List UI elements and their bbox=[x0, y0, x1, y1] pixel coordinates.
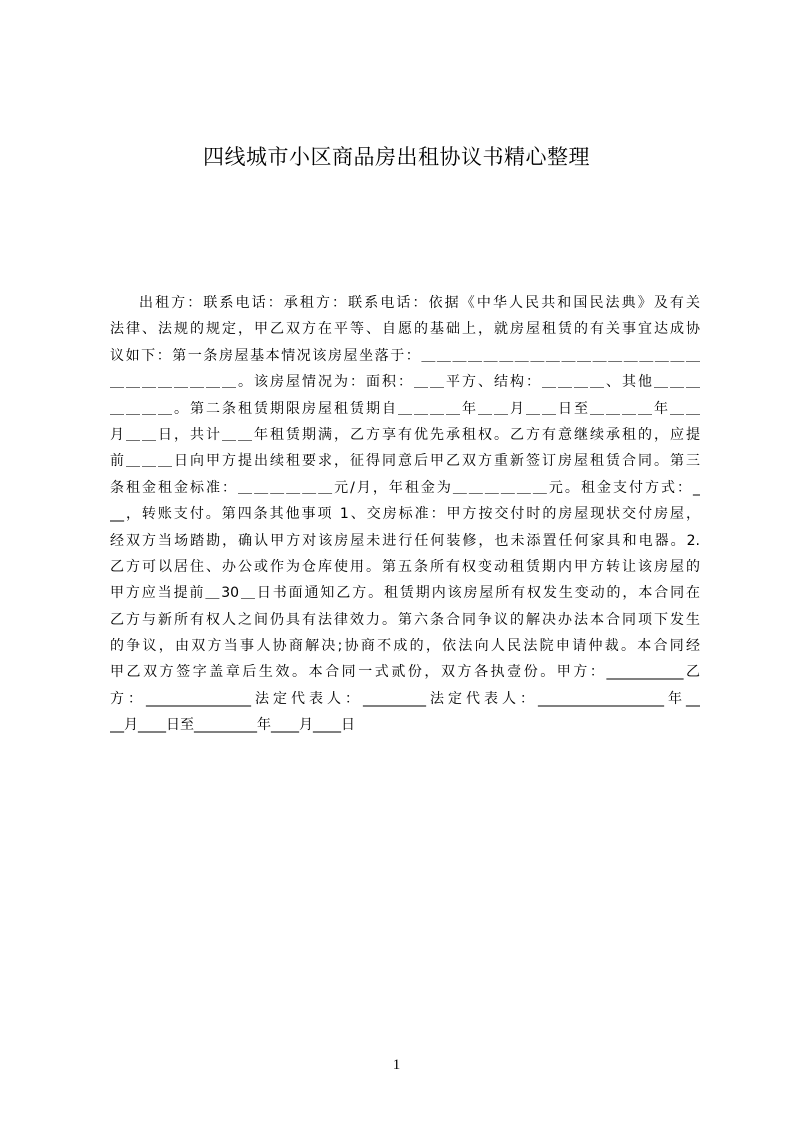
body-line: 的争议，由双方当事人协商解决;协商不成的，依法向人民法院申请仲裁。本合同经 bbox=[110, 638, 700, 655]
body-line: 甲方应当提前＿30＿日书面通知乙方。租赁期内该房屋所有权发生变动的，本合同在 bbox=[110, 585, 700, 602]
body-line: 甲乙双方签字盖章后生效。本合同一式贰份，双方各执壹份。甲方：___________乙 bbox=[110, 664, 700, 681]
body-line: 月＿＿日，共计＿＿年租赁期满，乙方享有优先承租权。乙方有意继续承租的，应提 bbox=[110, 426, 700, 443]
page-title: 四线城市小区商品房出租协议书精心整理 bbox=[203, 145, 590, 169]
body-line: 乙方与新所有权人之间仍具有法律效力。第六条合同争议的解决办法本合同项下发生 bbox=[110, 611, 700, 628]
body-line: __月____日至_________年____月____日 bbox=[110, 717, 355, 734]
body-line: 方：_______________法定代表人：_________法定代表人：__________________年__ bbox=[110, 690, 700, 707]
contract-body bbox=[110, 290, 700, 739]
body-line: 经双方当场踏勘，确认甲方对该房屋未进行任何装修，也未添置任何家具和电器。2. bbox=[110, 532, 700, 549]
body-line: 乙方可以居住、办公或作为仓库使用。第五条所有权变动租赁期内甲方转让该房屋的 bbox=[110, 558, 700, 575]
body-line: __，转账支付。第四条其他事项 1、交房标准：甲方按交付时的房屋现状交付房屋， bbox=[110, 506, 700, 523]
body-line: ＿＿＿＿。第二条租赁期限房屋租赁期自＿＿＿＿年＿＿月＿＿日至＿＿＿＿年＿＿ bbox=[110, 400, 700, 417]
body-line: 法律、法规的规定，甲乙双方在平等、自愿的基础上，就房屋租赁的有关事宜达成协 bbox=[110, 321, 700, 338]
body-line: ＿＿＿＿＿＿＿＿。该房屋情况为：面积：＿＿平方、结构：＿＿＿＿、其他＿＿＿ bbox=[110, 374, 700, 391]
page-number: 1 bbox=[392, 1057, 401, 1073]
body-line: 前＿＿＿日向甲方提出续租要求，征得同意后甲乙双方重新签订房屋租赁合同。第三 bbox=[110, 453, 700, 470]
body-line: 条租金租金标准：＿＿＿＿＿＿元/月，年租金为＿＿＿＿＿＿元。租金支付方式：_ bbox=[110, 479, 700, 496]
body-line: 议如下：第一条房屋基本情况该房屋坐落于：＿＿＿＿＿＿＿＿＿＿＿＿＿＿＿＿＿＿ bbox=[110, 347, 700, 364]
body-line: 出租方：联系电话：承租方：联系电话：依据《中华人民共和国民法典》及有关 bbox=[139, 295, 700, 311]
